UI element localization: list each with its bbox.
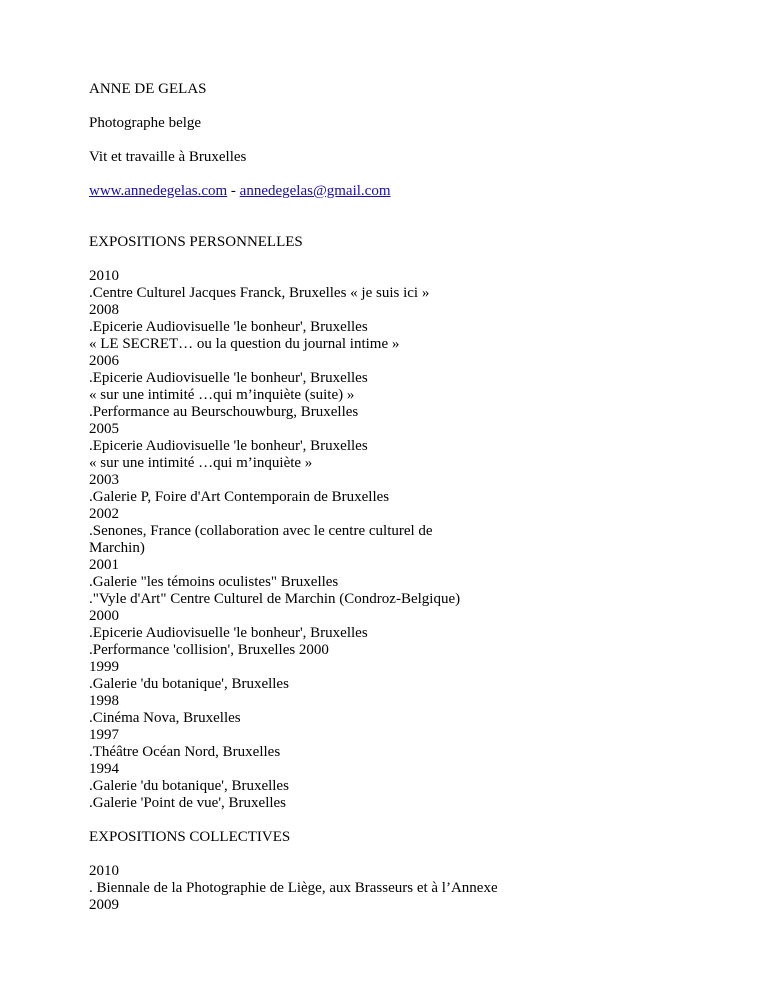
list-item: 1999	[89, 659, 119, 675]
list-item: 1998	[89, 693, 119, 709]
list-item: .Galerie 'du botanique', Bruxelles	[89, 778, 289, 794]
group-exhibitions-heading: EXPOSITIONS COLLECTIVES	[89, 829, 291, 845]
artist-name: ANNE DE GELAS	[89, 81, 207, 97]
list-item: .Epicerie Audiovisuelle 'le bonheur', Bruxelles	[89, 319, 368, 335]
list-item: .Senones, France (collaboration avec le centre culturel de	[89, 523, 433, 539]
list-item: 2010	[89, 268, 119, 284]
list-item: .Galerie 'du botanique', Bruxelles	[89, 676, 289, 692]
group-exhibitions-list	[89, 863, 709, 914]
contact-separator: -	[227, 183, 240, 199]
list-item: 2002	[89, 506, 119, 522]
list-item: . Biennale de la Photographie de Liège, aux Brasseurs et à l’Annexe	[89, 880, 498, 896]
list-item: ."Vyle d'Art" Centre Culturel de Marchin (Condroz-Belgique)	[89, 591, 461, 607]
list-item: .Performance au Beurschouwburg, Bruxelles	[89, 404, 359, 420]
list-item: .Epicerie Audiovisuelle 'le bonheur', Bruxelles	[89, 370, 368, 386]
contact-line	[89, 183, 709, 200]
list-item: .Epicerie Audiovisuelle 'le bonheur', Bruxelles	[89, 625, 368, 641]
list-item: « LE SECRET… ou la question du journal intime »	[89, 336, 400, 352]
list-item: 2005	[89, 421, 119, 437]
list-item: 2009	[89, 897, 119, 913]
list-item: 2003	[89, 472, 119, 488]
list-item: .Galerie P, Foire d'Art Contemporain de Bruxelles	[89, 489, 390, 505]
list-item: « sur une intimité …qui m’inquiète (suite) »	[89, 387, 355, 403]
list-item: .Théâtre Océan Nord, Bruxelles	[89, 744, 281, 760]
artist-profession: Photographe belge	[89, 115, 202, 131]
list-item: Marchin)	[89, 540, 145, 556]
list-item: .Galerie 'Point de vue', Bruxelles	[89, 795, 287, 811]
email-link[interactable]: annedegelas@gmail.com	[239, 183, 391, 199]
spacer	[89, 217, 709, 234]
artist-residence: Vit et travaille à Bruxelles	[89, 149, 247, 165]
list-item: .Cinéma Nova, Bruxelles	[89, 710, 241, 726]
list-item: .Epicerie Audiovisuelle 'le bonheur', Bruxelles	[89, 438, 368, 454]
list-item: 2008	[89, 302, 119, 318]
list-item: 2000	[89, 608, 119, 624]
list-item: 2010	[89, 863, 119, 879]
website-link[interactable]: www.annedegelas.com	[89, 183, 228, 199]
list-item: « sur une intimité …qui m’inquiète »	[89, 455, 313, 471]
list-item: 2001	[89, 557, 119, 573]
solo-exhibitions-heading: EXPOSITIONS PERSONNELLES	[89, 234, 303, 250]
list-item: .Galerie "les témoins oculistes" Bruxelles	[89, 574, 339, 590]
solo-exhibitions-list	[89, 268, 709, 812]
list-item: 1994	[89, 761, 119, 777]
list-item: 1997	[89, 727, 119, 743]
list-item: .Performance 'collision', Bruxelles 2000	[89, 642, 329, 658]
list-item: 2006	[89, 353, 119, 369]
document-page	[89, 81, 709, 914]
list-item: .Centre Culturel Jacques Franck, Bruxelles « je suis ici »	[89, 285, 430, 301]
